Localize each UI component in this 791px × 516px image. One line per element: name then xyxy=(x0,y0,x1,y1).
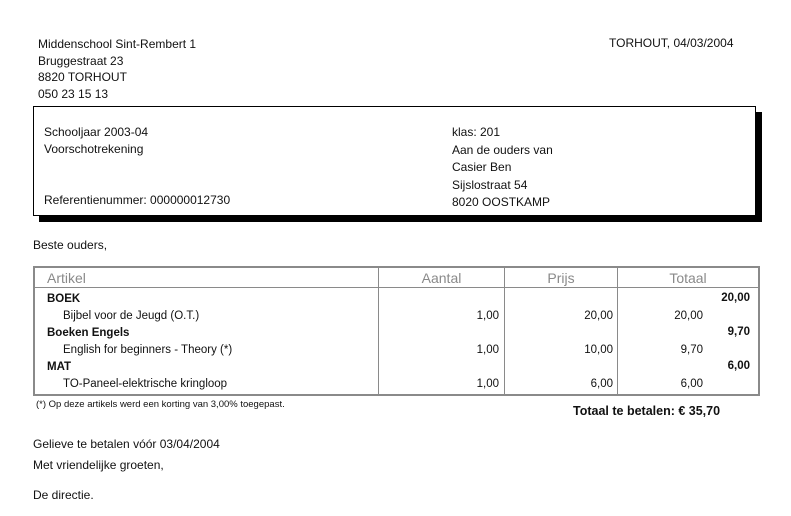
sender-city: 8820 TORHOUT xyxy=(38,70,127,84)
item-label: English for beginners - Theory (*) xyxy=(63,344,233,356)
item-quantity: 1,00 xyxy=(476,310,499,322)
group-subtotal: 6,00 xyxy=(727,360,750,372)
document-type: Voorschotrekening xyxy=(44,142,144,156)
header-article: Artikel xyxy=(47,270,86,286)
grand-total: Totaal te betalen: € 35,70 xyxy=(573,404,721,418)
schoolyear: Schooljaar 2003-04 xyxy=(44,125,149,139)
sender-phone: 050 23 15 13 xyxy=(38,86,109,101)
header-price: Prijs xyxy=(547,270,575,286)
item-price: 6,00 xyxy=(590,378,613,390)
group-subtotal: 9,70 xyxy=(727,326,750,338)
item-quantity: 1,00 xyxy=(476,344,499,356)
greeting: Beste ouders, xyxy=(33,238,108,252)
sender-street: Bruggestraat 23 xyxy=(38,53,124,68)
discount-note: (*) Op deze artikels werd een korting van 3,00% toegepast. xyxy=(36,399,285,410)
group-subtotal: 20,00 xyxy=(721,292,750,304)
regards: Met vriendelijke groeten, xyxy=(33,458,164,472)
table-header xyxy=(35,268,758,288)
recipient-city: 8020 OOSTKAMP xyxy=(452,195,551,209)
item-total: 20,00 xyxy=(674,310,703,322)
payment-due: Gelieve te betalen vóór 03/04/2004 xyxy=(33,437,220,451)
recipient-street: Sijslostraat 54 xyxy=(452,177,528,192)
item-price: 10,00 xyxy=(584,344,613,356)
class-label: klas: 201 xyxy=(452,125,501,139)
addressee-line: Aan de ouders van xyxy=(452,142,553,157)
item-quantity: 1,00 xyxy=(476,378,499,390)
group-name: BOEK xyxy=(47,293,81,305)
item-total: 6,00 xyxy=(680,378,703,390)
sender-school: Middenschool Sint-Rembert 1 xyxy=(38,37,197,51)
item-label: TO-Paneel-elektrische kringloop xyxy=(63,378,228,390)
item-total: 9,70 xyxy=(680,344,703,356)
signature: De directie. xyxy=(33,488,94,502)
item-label: Bijbel voor de Jeugd (O.T.) xyxy=(63,310,200,322)
reference-number: Referentienummer: 000000012730 xyxy=(44,193,231,207)
invoice-table xyxy=(33,266,760,396)
header-total: Totaal xyxy=(669,270,707,286)
group-name: Boeken Engels xyxy=(47,327,130,339)
item-price: 20,00 xyxy=(584,310,613,322)
student-name: Casier Ben xyxy=(452,160,512,174)
group-name: MAT xyxy=(47,361,72,373)
place-date: TORHOUT, 04/03/2004 xyxy=(609,36,734,50)
header-quantity: Aantal xyxy=(421,270,462,286)
sender-address xyxy=(38,36,196,102)
info-box xyxy=(33,106,756,216)
